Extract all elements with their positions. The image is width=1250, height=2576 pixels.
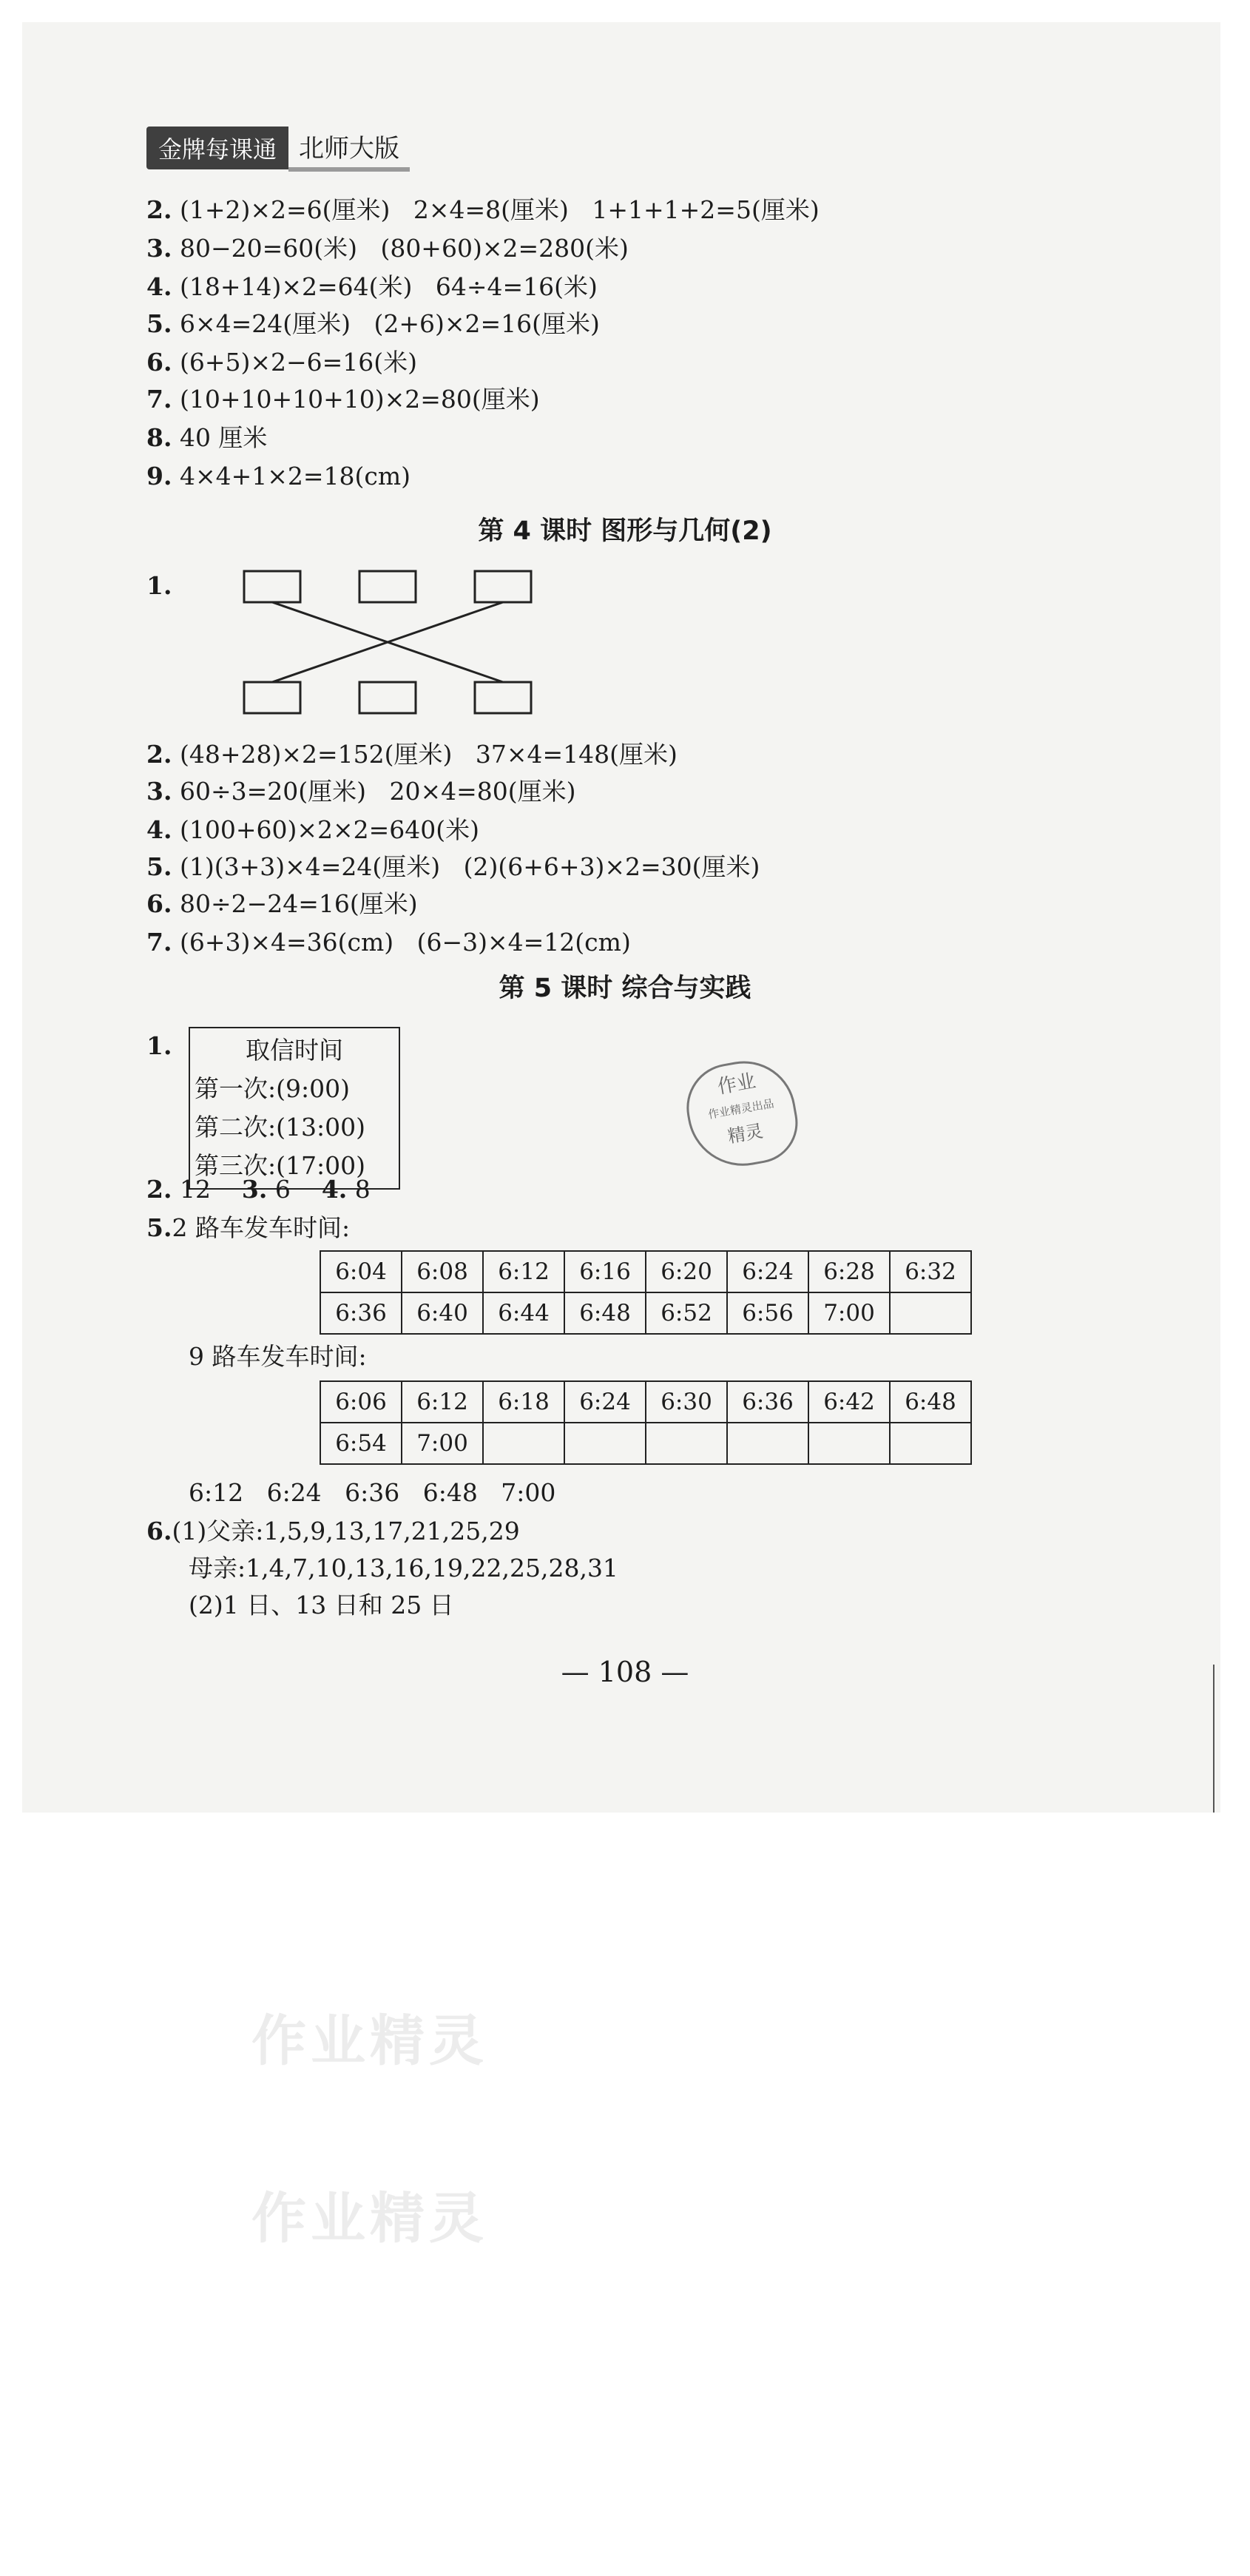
time-cell: 6:52 bbox=[646, 1292, 727, 1334]
route9-table bbox=[320, 1380, 972, 1465]
time-cell bbox=[890, 1423, 971, 1464]
time-cell: 6:56 bbox=[727, 1292, 808, 1334]
answer-line: 4. (100+60)×2×2=640(米) bbox=[146, 815, 480, 844]
time-cell bbox=[564, 1423, 646, 1464]
lesson5-title: 第 5 课时 综合与实践 bbox=[499, 974, 751, 1003]
top-box-1 bbox=[244, 571, 300, 602]
route2-label: 5.2 路车发车时间: bbox=[146, 1213, 351, 1242]
time-cell: 6:16 bbox=[564, 1251, 646, 1292]
time-cell: 6:54 bbox=[320, 1423, 402, 1464]
time-cell bbox=[483, 1423, 564, 1464]
top-box-3 bbox=[475, 571, 531, 602]
answer-line: 3. 80−20=60(米) (80+60)×2=280(米) bbox=[146, 234, 629, 263]
time-cell: 6:44 bbox=[483, 1292, 564, 1334]
watermark: 作业精灵 bbox=[251, 2009, 488, 2073]
time-cell: 6:28 bbox=[808, 1251, 890, 1292]
answer-line: 2. (1+2)×2=6(厘米) 2×4=8(厘米) 1+1+1+2=5(厘米) bbox=[146, 195, 820, 224]
bottom-box-2 bbox=[359, 682, 416, 713]
time-cell: 7:00 bbox=[808, 1292, 890, 1334]
matching-diagram bbox=[237, 562, 547, 725]
mail-time-box bbox=[189, 1027, 400, 1190]
answer-line: 8. 40 厘米 bbox=[146, 423, 268, 452]
watermark: 作业精灵 bbox=[251, 2187, 488, 2250]
bottom-box-3 bbox=[475, 682, 531, 713]
answer-line: 7. (6+3)×4=36(cm) (6−3)×4=12(cm) bbox=[146, 928, 631, 957]
time-cell: 6:04 bbox=[320, 1251, 402, 1292]
time-cell: 6:08 bbox=[402, 1251, 483, 1292]
bottom-box-1 bbox=[244, 682, 300, 713]
answer-line: 9. 4×4+1×2=18(cm) bbox=[146, 462, 411, 490]
top-box-2 bbox=[359, 571, 416, 602]
common-times: 6:12 6:24 6:36 6:48 7:00 bbox=[189, 1478, 556, 1507]
q6-mother: 母亲:1,4,7,10,13,16,19,22,25,28,31 bbox=[189, 1554, 618, 1582]
time-cell: 7:00 bbox=[402, 1423, 483, 1464]
time-cell: 6:48 bbox=[564, 1292, 646, 1334]
time-cell bbox=[646, 1423, 727, 1464]
answer-line: 6. (6+5)×2−6=16(米) bbox=[146, 348, 418, 377]
mail-time-row: 第二次:(13:00) bbox=[195, 1113, 365, 1142]
stamp-mark: 作业 作业精灵出品 精灵 bbox=[680, 1053, 804, 1174]
brand-label: 金牌每课通 bbox=[146, 127, 288, 169]
time-cell: 6:06 bbox=[320, 1381, 402, 1423]
time-cell: 6:20 bbox=[646, 1251, 727, 1292]
time-cell: 6:24 bbox=[727, 1251, 808, 1292]
time-cell bbox=[727, 1423, 808, 1464]
time-cell: 6:12 bbox=[483, 1251, 564, 1292]
time-cell: 6:36 bbox=[727, 1381, 808, 1423]
mail-time-title: 取信时间 bbox=[246, 1036, 343, 1065]
time-cell: 6:18 bbox=[483, 1381, 564, 1423]
time-cell bbox=[890, 1292, 971, 1334]
time-cell: 6:42 bbox=[808, 1381, 890, 1423]
time-cell: 6:48 bbox=[890, 1381, 971, 1423]
time-cell: 6:12 bbox=[402, 1381, 483, 1423]
answers-2-4: 2. 12 3. 6 4. 8 bbox=[146, 1175, 371, 1204]
answer-line: 7. (10+10+10+10)×2=80(厘米) bbox=[146, 385, 540, 414]
time-cell: 6:30 bbox=[646, 1381, 727, 1423]
lesson4-title: 第 4 课时 图形与几何(2) bbox=[478, 516, 772, 546]
time-cell: 6:24 bbox=[564, 1381, 646, 1423]
page-number: — 108 — bbox=[561, 1656, 689, 1688]
route9-label: 9 路车发车时间: bbox=[189, 1342, 367, 1371]
route2-table bbox=[320, 1250, 972, 1335]
answer-line: 6. 80÷2−24=16(厘米) bbox=[146, 889, 418, 918]
edition-label: 北师大版 bbox=[288, 125, 410, 172]
answer-line: 4. (18+14)×2=64(米) 64÷4=16(米) bbox=[146, 272, 598, 301]
answer-line: 3. 60÷3=20(厘米) 20×4=80(厘米) bbox=[146, 777, 576, 806]
time-cell: 6:40 bbox=[402, 1292, 483, 1334]
answer-line: 2. (48+28)×2=152(厘米) 37×4=148(厘米) bbox=[146, 740, 678, 769]
book-header bbox=[146, 127, 410, 169]
time-cell: 6:36 bbox=[320, 1292, 402, 1334]
answer-line: 5. (1)(3+3)×4=24(厘米) (2)(6+6+3)×2=30(厘米) bbox=[146, 852, 760, 881]
time-cell: 6:32 bbox=[890, 1251, 971, 1292]
q1-label: 1. bbox=[146, 571, 172, 600]
mail-time-row: 第三次:(17:00) bbox=[195, 1151, 365, 1180]
answer-line: 5. 6×4=24(厘米) (2+6)×2=16(厘米) bbox=[146, 309, 600, 338]
q1-label: 1. bbox=[146, 1031, 172, 1060]
mail-time-row: 第一次:(9:00) bbox=[195, 1074, 350, 1103]
time-cell bbox=[808, 1423, 890, 1464]
q6-part2: (2)1 日、13 日和 25 日 bbox=[189, 1591, 454, 1619]
q6-father: 6.(1)父亲:1,5,9,13,17,21,25,29 bbox=[146, 1517, 520, 1545]
